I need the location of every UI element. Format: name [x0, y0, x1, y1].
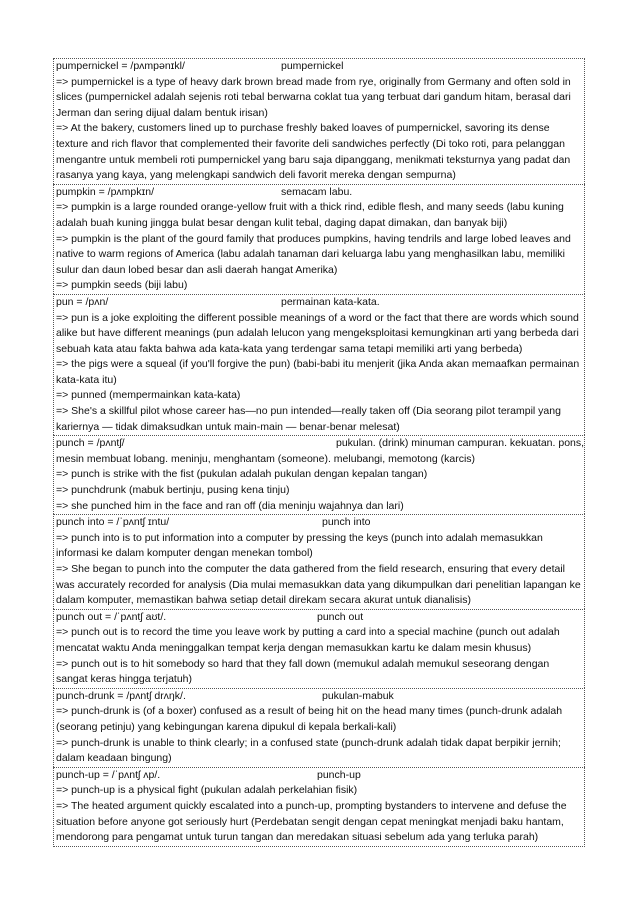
entry-line: => pumpkin is a large rounded orange-yellow fruit with a thick rind, edible flesh, and many seeds (labu kuning adalah buah kuning jingga bulat besar dengan kulit tebal, daging dapat dimakan, dan banyak biji)	[56, 201, 564, 229]
entry-line: => pumpkin is the plant of the gourd family that produces pumpkins, having tendrils and large lobed leaves and native to warm regions of America (labu adalah tanaman dari keluarga labu yang menghasilkan labu, memiliki sulur dan daun lobed besar dan asli daerah hangat Amerika)	[56, 232, 571, 276]
dictionary-entry	[53, 435, 585, 514]
entry-line: => she punched him in the face and ran off (dia meninju wajahnya dan lari)	[56, 499, 404, 512]
entry-header	[56, 59, 582, 75]
entry-header	[56, 689, 582, 705]
dictionary-entry	[53, 688, 585, 767]
entry-translation: semacam labu.	[281, 185, 353, 198]
entry-headword: pun = /pʌn/	[56, 295, 109, 308]
entry-line: => punch is strike with the fist (pukulan adalah pukulan dengan kepalan tangan)	[56, 468, 428, 481]
entry-line: => punchdrunk (mabuk bertinju, pusing kena tinju)	[56, 484, 290, 497]
entry-line: => pun is a joke exploiting the different possible meanings of a word or the fact that there are words which sound alike but have different meanings (pun adalah lelucon yang mengeksploitasi kemungkinan arti yang berbeda dari sebuah kata atau fakta bahwa ada kata-kata yang terdengar sama tetapi memiliki arti yang berbeda)	[56, 311, 579, 355]
entry-headword: punch-up = /ˈpʌntʃ ʌp/.	[56, 768, 161, 781]
entry-line: => punch-up is a physical fight (pukulan adalah perkelahian fisik)	[56, 784, 358, 797]
dictionary-entry	[53, 514, 585, 609]
entry-line: => punch-drunk is (of a boxer) confused as a result of being hit on the head many times (punch-drunk adalah (seorang petinju) yang kebingungan karena dipukul di kepala berkali-kali)	[56, 705, 563, 733]
entry-header	[56, 436, 585, 452]
entry-line: => punch into is to put information into a computer by pressing the keys (punch into adalah memasukkan informasi ke dalam komputer dengan menekan tombol)	[56, 531, 543, 560]
entry-line: => punch out is to record the time you leave work by putting a card into a special machine (punch out adalah mencatat waktu Anda meninggalkan tempat kerja dengan memasukkan kartu ke dalam mesin khusus)	[56, 626, 560, 654]
entry-translation: pukulan-mabuk	[322, 689, 394, 702]
entry-line: => punch out is to hit somebody so hard that they fall down (memukul adalah memukul seseorang dengan sangat keras hingga terjatuh)	[56, 657, 550, 686]
entry-translation: permainan kata-kata.	[281, 295, 380, 308]
dictionary-page	[53, 58, 585, 847]
entry-line: mesin membuat lobang. meninju, menghantam (someone). melubangi, memotong (karcis)	[56, 452, 476, 465]
entry-headword: punch into = /ˈpʌntʃ ɪntu/	[56, 516, 170, 529]
entry-translation: pukulan. (drink) minuman campuran. kekuatan. pons,	[336, 437, 585, 450]
entry-line: => pumpernickel is a type of heavy dark brown bread made from rye, originally from Germany and often sold in slices (pumpernickel adalah sejenis roti tebal berwarna coklat tua yang terbuat dari gandum hitam, berasal dari Jerman dan sering dijual dalam bentuk irisan)	[56, 75, 571, 119]
dictionary-entry	[53, 184, 585, 294]
dictionary-entry	[53, 767, 585, 847]
entry-headword: punch = /pʌntʃ/	[56, 437, 125, 450]
entry-line: => punch-drunk is unable to think clearly; in a confused state (punch-drunk adalah tidak dapat berpikir jernih; dalam keadaan bingung)	[56, 736, 561, 765]
entry-headword: punch out = /ˈpʌntʃ aʊt/.	[56, 610, 167, 623]
entry-line: => She's a skillful pilot whose career has—no pun intended—really taken off (Dia seorang pilot terampil yang kariernya — tidak dimaksudkan untuk main-main — benar-benar melesat)	[56, 405, 561, 433]
entry-translation: punch out	[317, 610, 364, 623]
dictionary-entry	[53, 609, 585, 688]
entry-header	[56, 185, 582, 201]
entry-translation: pumpernickel	[281, 60, 344, 72]
entry-line: => the pigs were a squeal (if you'll forgive the pun) (babi-babi itu menjerit (jika Anda akan memaafkan permainan kata-kata itu)	[56, 358, 580, 386]
entry-translation: punch into	[322, 516, 371, 529]
entry-line: => At the bakery, customers lined up to purchase freshly baked loaves of pumpernickel, savoring its dense texture and rich flavor that complemented their favorite deli sandwiches perfectly (Di toko roti, para pelanggan mengantre untuk membeli roti pumpernickel yang baru saja dipanggang, menikmati teksturnya yang padat dan rasanya yang kaya, yang melengkapi sandwich deli favorit mereka dengan sempurna)	[56, 122, 571, 182]
entry-headword: pumpkin = /pʌmpkɪn/	[56, 185, 154, 198]
entry-translation: punch-up	[317, 768, 361, 781]
entry-line: => pumpkin seeds (biji labu)	[56, 279, 188, 292]
entry-headword: pumpernickel = /pʌmpənɪkl/	[56, 60, 185, 72]
entry-header	[56, 610, 582, 626]
entry-line: => The heated argument quickly escalated into a punch-up, prompting bystanders to intervene and defuse the situation before anyone got seriously hurt (Perdebatan sengit dengan cepat meningkat menjadi baku hantam, mendorong para pengamat untuk turun tangan dan meredakan situasi sebelum ada yang terluka parah)	[56, 799, 567, 844]
entry-line: => punned (mempermainkan kata-kata)	[56, 389, 241, 402]
entry-header	[56, 515, 582, 531]
entry-headword: punch-drunk = /pʌntʃ drʌŋk/.	[56, 689, 186, 702]
entry-header	[56, 295, 582, 311]
dictionary-entry	[53, 294, 585, 435]
entry-line: => She began to punch into the computer the data gathered from the field research, ensuring that every detail was accurately recorded for analysis (Dia mulai memasukkan data yang dikumpulkan dari penelitian lapangan ke dalam komputer, memastikan bahwa setiap detail direkam secara akurat untuk dianalisis)	[56, 563, 581, 607]
dictionary-entry	[53, 58, 585, 184]
entry-header	[56, 768, 582, 784]
